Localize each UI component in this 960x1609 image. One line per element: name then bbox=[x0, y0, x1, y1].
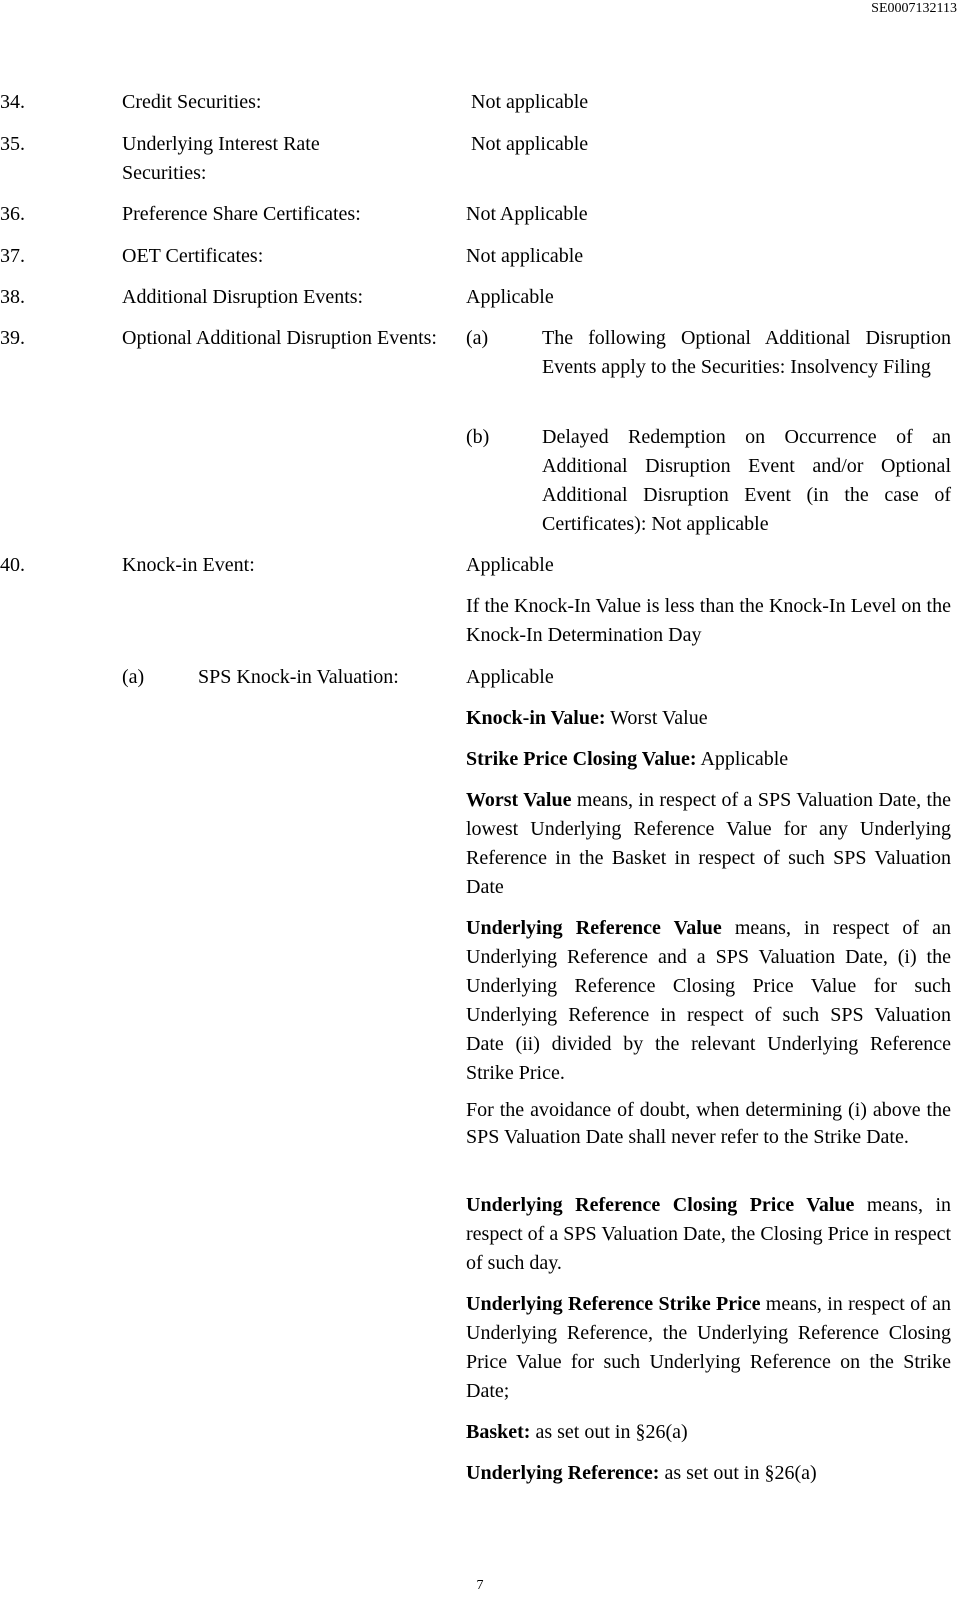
item-number: 35. bbox=[0, 133, 25, 155]
definition-text: Worst Value bbox=[605, 707, 708, 729]
page-number: 7 bbox=[476, 1578, 484, 1593]
item-value: Not applicable bbox=[466, 245, 584, 267]
sub-marker: (a) bbox=[122, 666, 145, 688]
definition-underlying-reference-strike-price bbox=[466, 1290, 951, 1406]
definition-strike-price-closing-value bbox=[466, 745, 951, 774]
item-number: 34. bbox=[0, 91, 25, 113]
definition-term: Underlying Reference Strike Price bbox=[466, 1293, 761, 1315]
sub-marker: (a) bbox=[466, 327, 489, 349]
sub-value: Applicable bbox=[466, 666, 554, 688]
definition-text: For the avoidance of doubt, when determining (i) above the SPS Valuation Date shall never refer to the Strike Date. bbox=[466, 1099, 951, 1148]
item-label: Underlying Interest Rate Securities: bbox=[122, 133, 320, 184]
item-number: 37. bbox=[0, 245, 25, 267]
definition-text: as set out in §26(a) bbox=[659, 1462, 817, 1484]
definition-term: Strike Price Closing Value: bbox=[466, 748, 697, 770]
definition-term: Basket: bbox=[466, 1421, 531, 1443]
definition-text: means, in respect of an Underlying Reference, the Underlying Reference Closing Price Value for such Underlying Reference on the Strike Date; bbox=[466, 1293, 951, 1402]
item-label: Additional Disruption Events: bbox=[122, 286, 364, 308]
item-number: 40. bbox=[0, 554, 25, 576]
sub-text: Delayed Redemption on Occurrence of an Additional Disruption Event and/or Optional Additional Disruption Event (in the case of Certificates): Not applicable bbox=[542, 426, 951, 535]
definition-basket bbox=[466, 1418, 951, 1447]
definition-term: Underlying Reference: bbox=[466, 1462, 660, 1484]
definition-text: Applicable bbox=[696, 748, 789, 770]
definition-term: Worst Value bbox=[466, 789, 572, 811]
definition-term: Underlying Reference Value bbox=[466, 917, 722, 939]
item-value: Applicable bbox=[466, 286, 554, 308]
sub-marker: (b) bbox=[466, 426, 490, 448]
definition-text: as set out in §26(a) bbox=[530, 1421, 688, 1443]
item-description: If the Knock-In Value is less than the Knock-In Level on the Knock-In Determination Day bbox=[466, 595, 951, 646]
item-number: 39. bbox=[0, 327, 25, 349]
definition-knock-in-value bbox=[466, 704, 951, 733]
item-value: Not applicable bbox=[471, 133, 589, 155]
item-number: 36. bbox=[0, 203, 25, 225]
definition-underlying-reference-closing-price-value bbox=[466, 1191, 951, 1278]
definition-text: means, in respect of a SPS Valuation Date, the Closing Price in respect of such day. bbox=[466, 1194, 951, 1274]
item-label: Preference Share Certificates: bbox=[122, 203, 361, 225]
definition-term: Underlying Reference Closing Price Value bbox=[466, 1194, 855, 1216]
header-doc-code: SE0007132113 bbox=[871, 1, 957, 16]
definition-underlying-reference bbox=[466, 1459, 951, 1488]
definition-term: Knock-in Value: bbox=[466, 707, 606, 729]
item-label: Knock-in Event: bbox=[122, 554, 255, 576]
item-label: OET Certificates: bbox=[122, 245, 264, 267]
item-value: Not Applicable bbox=[466, 203, 588, 225]
sub-label: SPS Knock-in Valuation: bbox=[198, 666, 399, 688]
item-value: Not applicable bbox=[471, 91, 589, 113]
sub-text: The following Optional Additional Disruption Events apply to the Securities: Insolvency Filing bbox=[542, 327, 951, 378]
definition-text: means, in respect of a SPS Valuation Date, the lowest Underlying Reference Value for any Underlying Reference in the Basket in respect of such SPS Valuation Date bbox=[466, 789, 951, 898]
item-label: Credit Securities: bbox=[122, 91, 262, 113]
item-label: Optional Additional Disruption Events: bbox=[122, 327, 437, 349]
definition-text: means, in respect of an Underlying Reference and a SPS Valuation Date, (i) the Underlying Reference Closing Price Value for such Underlying Reference in respect of such SPS Valuation Date (ii) divided by the relevant Underlying Reference Strike Price. bbox=[466, 917, 952, 1084]
definition-worst-value bbox=[466, 786, 951, 902]
item-value: Applicable bbox=[466, 554, 554, 576]
definition-underlying-reference-value bbox=[466, 914, 951, 1088]
item-number: 38. bbox=[0, 286, 25, 308]
avoidance-of-doubt-note bbox=[466, 1097, 951, 1151]
